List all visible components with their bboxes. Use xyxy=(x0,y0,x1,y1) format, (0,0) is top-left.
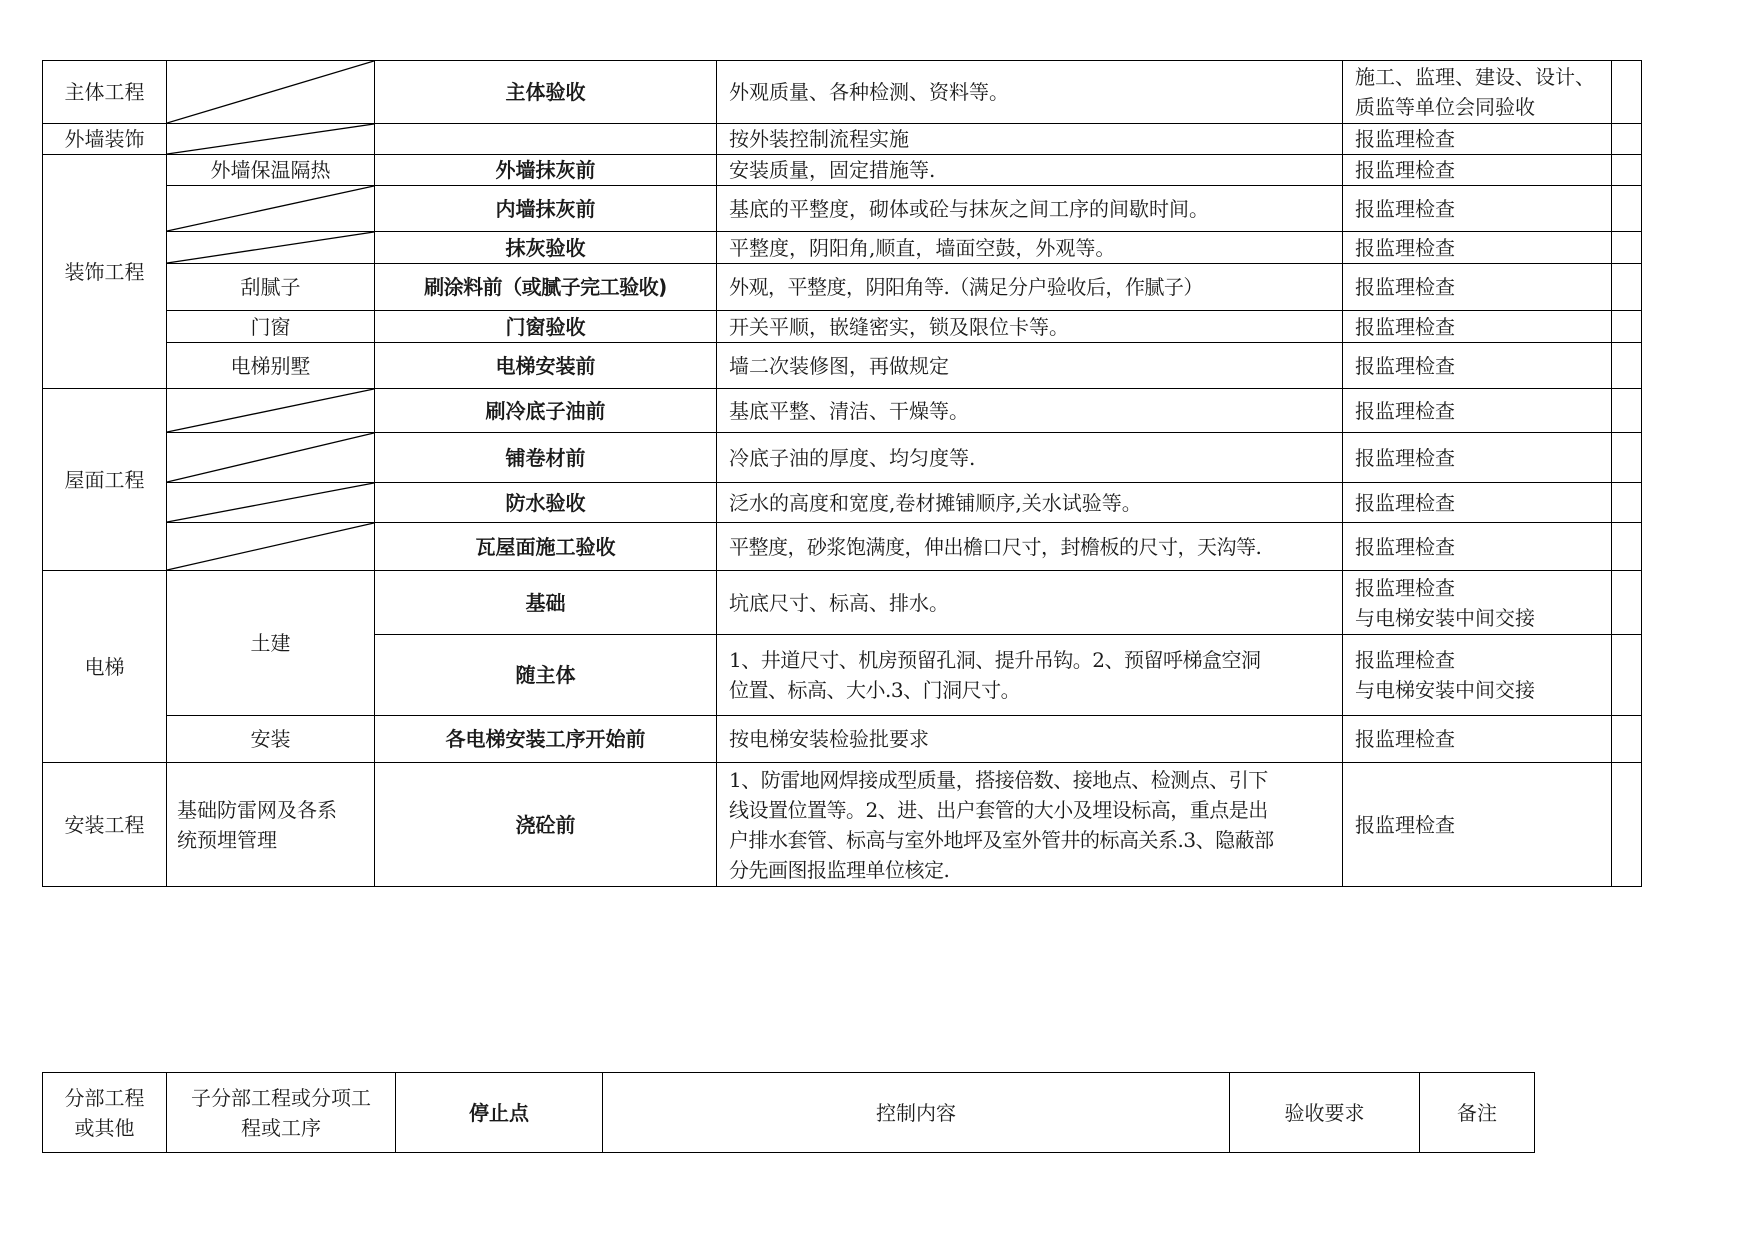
stop-point-cell: 瓦屋面施工验收 xyxy=(375,523,717,571)
table-row xyxy=(43,571,1642,635)
stop-point-cell: 各电梯安装工序开始前 xyxy=(375,716,717,763)
acceptance-requirement-cell: 报监理检查 xyxy=(1343,483,1612,523)
diagonal-blank-cell xyxy=(167,232,375,264)
requirement-line: 质监等单位会同验收 xyxy=(1355,95,1535,119)
diagonal-blank-cell xyxy=(167,124,375,155)
remark-cell xyxy=(1612,523,1642,571)
acceptance-requirement-cell: 报监理检查 xyxy=(1343,232,1612,264)
control-content-cell xyxy=(717,635,1343,716)
stop-point-cell xyxy=(375,124,717,155)
sub-division-cell: 安装 xyxy=(167,716,375,763)
header-line: 程或工序 xyxy=(241,1115,321,1140)
stop-point-cell: 防水验收 xyxy=(375,483,717,523)
remark-cell xyxy=(1612,571,1642,635)
acceptance-requirement-cell: 报监理检查 xyxy=(1343,124,1612,155)
remark-cell xyxy=(1612,483,1642,523)
control-content-cell: 基底平整、清洁、干燥等。 xyxy=(717,389,1343,433)
remark-cell xyxy=(1612,61,1642,124)
remark-cell xyxy=(1612,124,1642,155)
stop-point-cell: 电梯安装前 xyxy=(375,343,717,389)
stop-point-cell: 浇砼前 xyxy=(375,763,717,887)
header-remark: 备注 xyxy=(1420,1073,1535,1153)
diagonal-blank-cell xyxy=(167,433,375,483)
division-cell: 外墙装饰 xyxy=(43,124,167,155)
remark-cell xyxy=(1612,635,1642,716)
table-row xyxy=(43,763,1642,887)
table-row xyxy=(43,155,1642,186)
control-content-cell: 安装质量，固定措施等. xyxy=(717,155,1343,186)
table-row xyxy=(43,311,1642,343)
requirement-line: 与电梯安装中间交接 xyxy=(1355,678,1535,702)
table-row xyxy=(43,343,1642,389)
division-cell: 装饰工程 xyxy=(43,155,167,389)
acceptance-requirement-cell: 报监理检查 xyxy=(1343,343,1612,389)
remark-cell xyxy=(1612,763,1642,887)
control-content-cell: 开关平顺，嵌缝密实，锁及限位卡等。 xyxy=(717,311,1343,343)
table-row xyxy=(43,124,1642,155)
requirement-line: 报监理检查 xyxy=(1355,575,1455,600)
stop-point-cell: 内墙抹灰前 xyxy=(375,186,717,232)
sub-division-cell: 电梯别墅 xyxy=(167,343,375,389)
stop-point-cell: 铺卷材前 xyxy=(375,433,717,483)
control-content-cell xyxy=(717,763,1343,887)
control-content-cell: 冷底子油的厚度、均匀度等. xyxy=(717,433,1343,483)
control-content-cell: 平整度，阴阳角,顺直，墙面空鼓，外观等。 xyxy=(717,232,1343,264)
table-row xyxy=(43,389,1642,433)
control-content-cell: 基底的平整度，砌体或砼与抹灰之间工序的间歇时间。 xyxy=(717,186,1343,232)
diagonal-blank-cell xyxy=(167,186,375,232)
header-acceptance-requirement: 验收要求 xyxy=(1230,1073,1420,1153)
sub-division-cell: 门窗 xyxy=(167,311,375,343)
table-row xyxy=(43,523,1642,571)
sub-division-cell xyxy=(167,763,375,887)
acceptance-requirement-cell: 报监理检查 xyxy=(1343,763,1612,887)
acceptance-requirement-cell: 报监理检查 xyxy=(1343,389,1612,433)
sub-division-line: 统预埋管理 xyxy=(177,827,277,852)
acceptance-requirement-cell: 报监理检查 xyxy=(1343,523,1612,571)
division-cell: 屋面工程 xyxy=(43,389,167,571)
header-control-content: 控制内容 xyxy=(603,1073,1230,1153)
acceptance-requirement-cell xyxy=(1343,571,1612,635)
header-line: 子分部工程或分项工 xyxy=(191,1085,371,1110)
table-row xyxy=(43,61,1642,124)
acceptance-requirement-cell: 报监理检查 xyxy=(1343,311,1612,343)
remark-cell xyxy=(1612,264,1642,311)
control-content-cell: 墙二次装修图，再做规定 xyxy=(717,343,1343,389)
table-row xyxy=(43,483,1642,523)
control-content-cell: 泛水的高度和宽度,卷材摊铺顺序,关水试验等。 xyxy=(717,483,1343,523)
header-line: 或其他 xyxy=(74,1115,135,1140)
acceptance-requirement-cell xyxy=(1343,61,1612,124)
content-line: 位置、标高、大小.3、门洞尺寸。 xyxy=(729,678,1021,702)
division-cell: 安装工程 xyxy=(43,763,167,887)
remark-cell xyxy=(1612,343,1642,389)
stop-point-cell: 门窗验收 xyxy=(375,311,717,343)
stop-point-cell: 外墙抹灰前 xyxy=(375,155,717,186)
diagonal-blank-cell xyxy=(167,61,375,124)
remark-cell xyxy=(1612,155,1642,186)
table-row xyxy=(43,186,1642,232)
stop-point-cell: 主体验收 xyxy=(375,61,717,124)
content-line: 户排水套管、标高与室外地坪及室外管井的标高关系.3、隐蔽部 xyxy=(729,827,1274,852)
remark-cell xyxy=(1612,186,1642,232)
table-header-row-repeat xyxy=(42,1072,1535,1153)
acceptance-requirement-cell: 报监理检查 xyxy=(1343,716,1612,763)
control-content-cell: 坑底尺寸、标高、排水。 xyxy=(717,571,1343,635)
table-row xyxy=(43,264,1642,311)
stop-point-cell: 刷冷底子油前 xyxy=(375,389,717,433)
control-content-cell: 外观，平整度，阴阳角等.（满足分户验收后，作腻子） xyxy=(717,264,1343,311)
remark-cell xyxy=(1612,433,1642,483)
diagonal-blank-cell xyxy=(167,389,375,433)
remark-cell xyxy=(1612,716,1642,763)
header-line: 分部工程 xyxy=(64,1085,145,1110)
control-content-cell: 按电梯安装检验批要求 xyxy=(717,716,1343,763)
sub-division-line: 基础防雷网及各系 xyxy=(177,797,337,822)
header-row xyxy=(43,1073,1535,1153)
remark-cell xyxy=(1612,311,1642,343)
stop-point-cell: 基础 xyxy=(375,571,717,635)
division-cell: 主体工程 xyxy=(43,61,167,124)
sub-division-cell: 土建 xyxy=(167,571,375,716)
sub-division-cell: 刮腻子 xyxy=(167,264,375,311)
stop-point-cell: 刷涂料前（或腻子完工验收) xyxy=(375,264,717,311)
division-cell: 电梯 xyxy=(43,571,167,763)
content-line: 分先画图报监理单位核定. xyxy=(729,857,950,882)
sub-division-cell: 外墙保温隔热 xyxy=(167,155,375,186)
table-row xyxy=(43,716,1642,763)
requirement-line: 与电梯安装中间交接 xyxy=(1355,605,1535,630)
diagonal-blank-cell xyxy=(167,523,375,571)
content-line: 1、井道尺寸、机房预留孔洞、提升吊钩。2、预留呼梯盒空洞 xyxy=(729,648,1261,672)
header-sub-division xyxy=(167,1073,396,1153)
diagonal-blank-cell xyxy=(167,483,375,523)
acceptance-requirement-cell xyxy=(1343,635,1612,716)
remark-cell xyxy=(1612,389,1642,433)
table-row xyxy=(43,433,1642,483)
inspection-control-table xyxy=(42,60,1642,887)
header-division xyxy=(43,1073,167,1153)
stop-point-cell: 随主体 xyxy=(375,635,717,716)
content-line: 1、防雷地网焊接成型质量，搭接倍数、接地点、检测点、引下 xyxy=(729,767,1268,792)
remark-cell xyxy=(1612,232,1642,264)
acceptance-requirement-cell: 报监理检查 xyxy=(1343,186,1612,232)
requirement-line: 施工、监理、建设、设计、 xyxy=(1355,65,1595,89)
table-row xyxy=(43,232,1642,264)
control-content-cell: 按外装控制流程实施 xyxy=(717,124,1343,155)
control-content-cell: 外观质量、各种检测、资料等。 xyxy=(717,61,1343,124)
content-line: 线设置位置等。2、进、出户套管的大小及埋设标高，重点是出 xyxy=(729,797,1268,822)
stop-point-cell: 抹灰验收 xyxy=(375,232,717,264)
acceptance-requirement-cell: 报监理检查 xyxy=(1343,155,1612,186)
header-stop-point: 停止点 xyxy=(396,1073,603,1153)
acceptance-requirement-cell: 报监理检查 xyxy=(1343,433,1612,483)
requirement-line: 报监理检查 xyxy=(1355,648,1455,672)
acceptance-requirement-cell: 报监理检查 xyxy=(1343,264,1612,311)
control-content-cell: 平整度，砂浆饱满度，伸出檐口尺寸，封檐板的尺寸，天沟等. xyxy=(717,523,1343,571)
